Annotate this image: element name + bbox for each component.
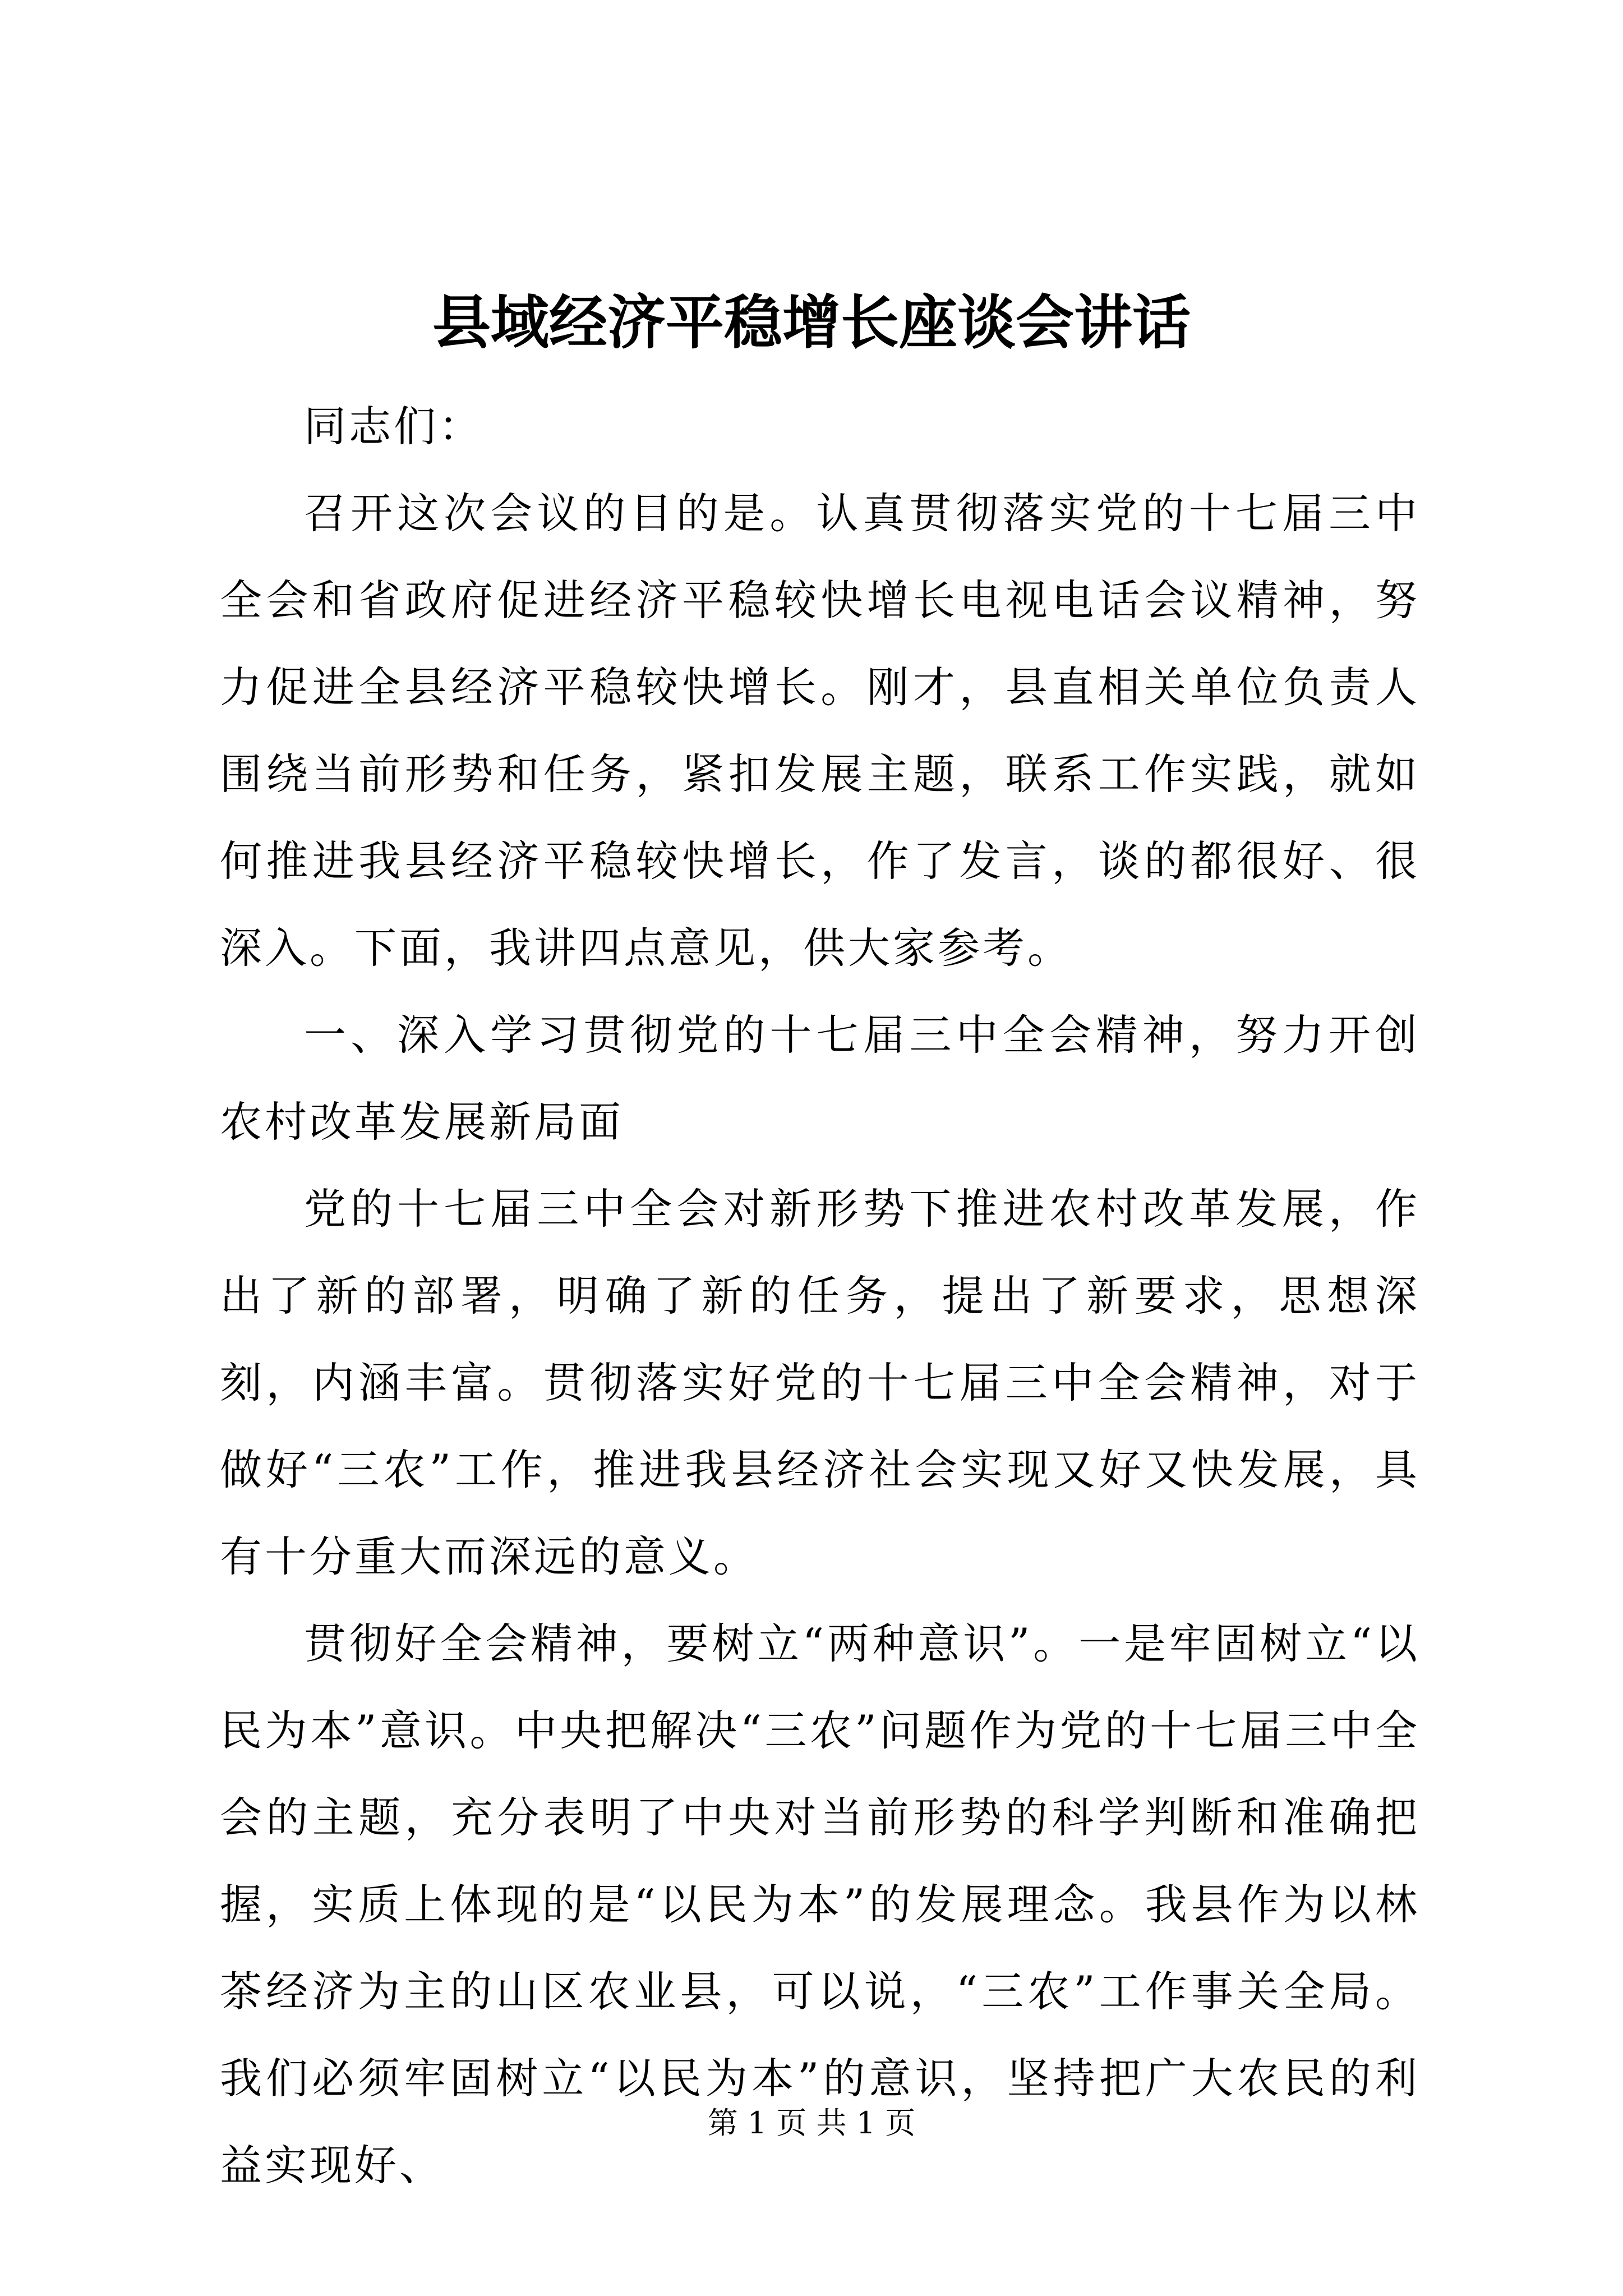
document-body bbox=[220, 383, 1420, 2209]
section-heading: 一、深入学习贯彻党的十七届三中全会精神，努力开创农村改革发展新局面 bbox=[220, 1010, 1420, 1147]
body-paragraph: 召开这次会议的目的是。认真贯彻落实党的十七届三中全会和省政府促进经济平稳较快增长电视电话会议精神，努力促进全县经济平稳较快增长。刚才，县直相关单位负责人围绕当前形势和任务，紧扣发展主题，联系工作实践，就如何推进我县经济平稳较快增长，作了发言，谈的都很好、很深入。下面，我讲四点意见，供大家参考。 bbox=[220, 489, 1420, 973]
body-paragraph: 贯彻好全会精神，要树立“两种意识”。一是牢固树立“以民为本”意识。中央把解决“三农”问题作为党的十七届三中全会的主题，充分表明了中央对当前形势的科学判断和准确把握，实质上体现的是“以民为本”的发展理念。我县作为以林茶经济为主的山区农业县，可以说，“三农”工作事关全局。我们必须牢固树立“以民为本”的意识，坚持把广大农民的利益实现好、 bbox=[220, 1619, 1420, 2190]
body-paragraph: 党的十七届三中全会对新形势下推进农村改革发展，作出了新的部署，明确了新的任务，提出了新要求，思想深刻，内涵丰富。贯彻落实好党的十七届三中全会精神，对于做好“三农”工作，推进我县经济社会实现又好又快发展，具有十分重大而深远的意义。 bbox=[220, 1184, 1420, 1581]
page-footer: 第 1 页 共 1 页 bbox=[707, 2105, 916, 2141]
document-title: 县域经济平稳增长座谈会讲话 bbox=[432, 288, 1191, 357]
salutation-paragraph: 同志们： bbox=[304, 402, 484, 451]
